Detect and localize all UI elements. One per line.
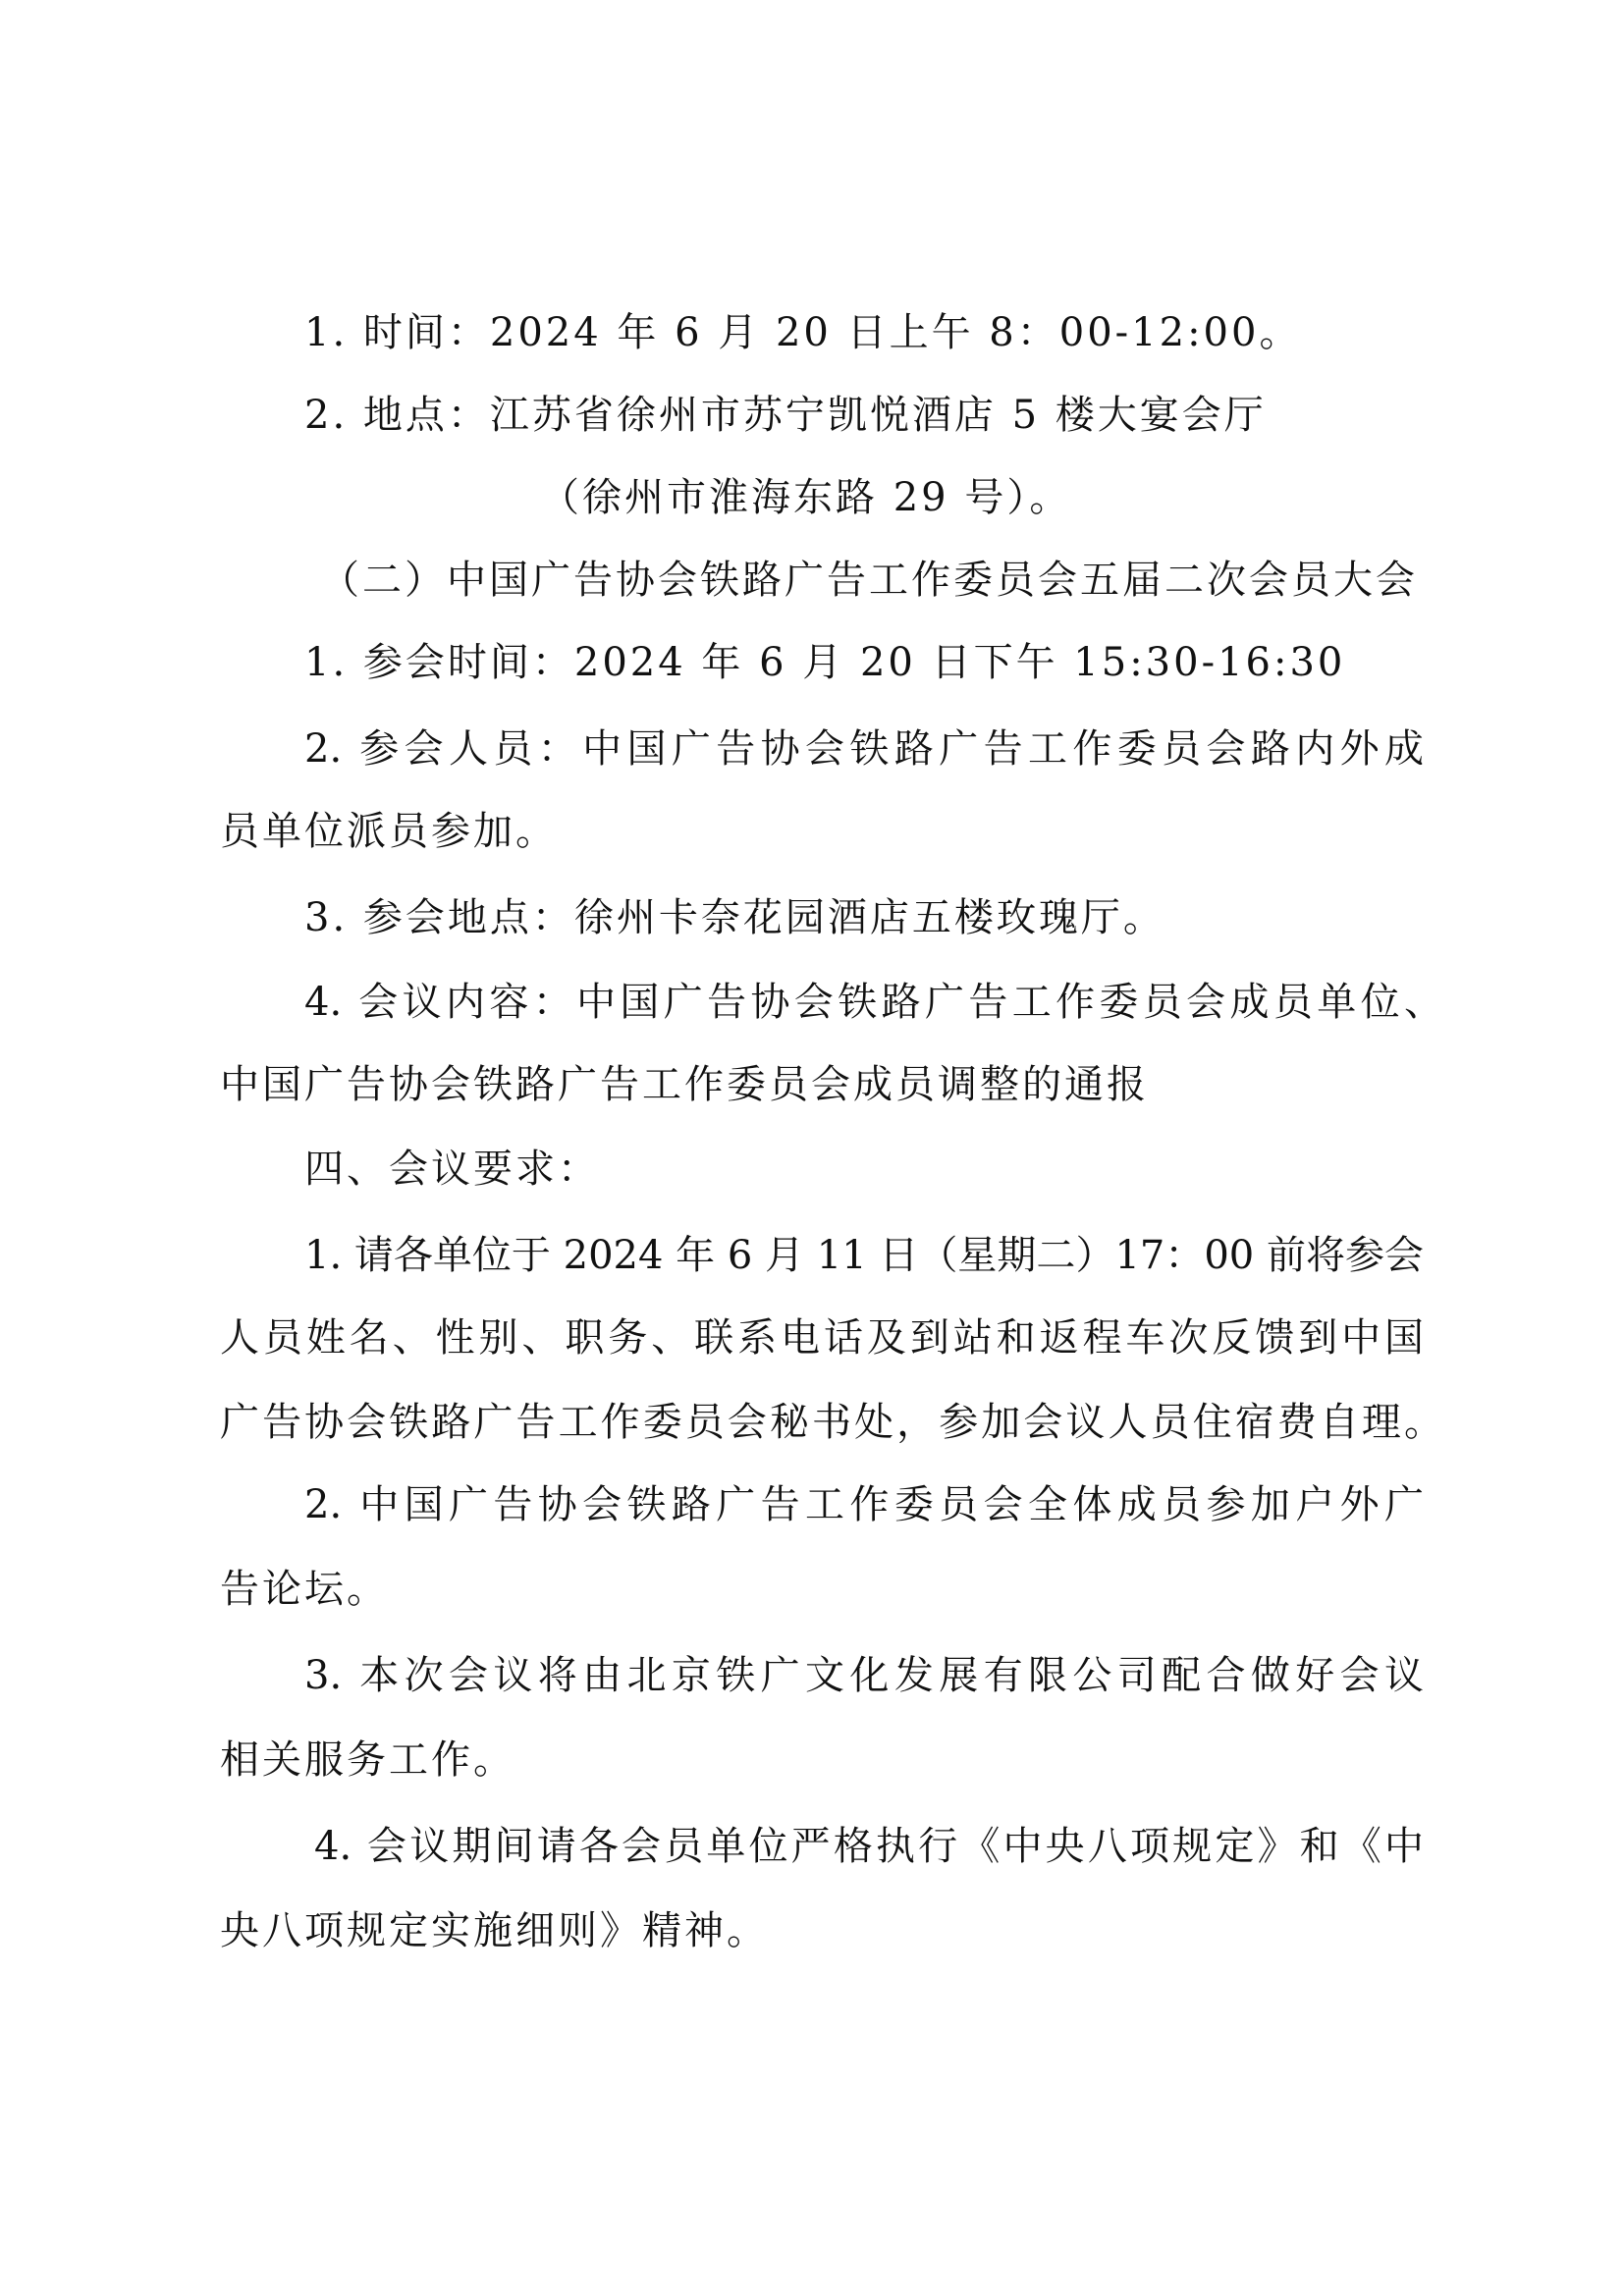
congress-time-line: 1. 参会时间：2024 年 6 月 20 日下午 15:30-16:30 [304, 640, 1346, 685]
congress-content-line: 4. 会议内容：中国广告协会铁路广告工作委员会成员单位、 [304, 980, 1443, 1025]
requirement-3-continuation: 相关服务工作。 [220, 1737, 515, 1783]
meeting-location-line: 2. 地点：江苏省徐州市苏宁凯悦酒店 5 楼大宴会厅 [304, 393, 1267, 438]
section-heading-member-congress: （二）中国广告协会铁路广告工作委员会五届二次会员大会 [320, 558, 1418, 603]
requirement-4-line: 4. 会议期间请各会员单位严格执行《中央八项规定》和《中 [314, 1824, 1424, 1869]
requirement-2-continuation: 告论坛。 [220, 1567, 389, 1612]
meeting-time-line: 1. 时间：2024 年 6 月 20 日上午 8：00-12:00。 [304, 310, 1302, 355]
requirement-4-continuation: 央八项规定实施细则》精神。 [220, 1908, 769, 1953]
congress-location-line: 3. 参会地点：徐州卡奈花园酒店五楼玫瑰厅。 [304, 895, 1165, 940]
requirement-3-line: 3. 本次会议将由北京铁广文化发展有限公司配合做好会议 [304, 1653, 1424, 1698]
section-heading-requirements: 四、会议要求： [304, 1147, 600, 1192]
requirement-1-continuation-b: 广告协会铁路广告工作委员会秘书处，参加会议人员住宿费自理。 [220, 1400, 1443, 1445]
congress-content-continuation: 中国广告协会铁路广告工作委员会成员调整的通报 [220, 1062, 1149, 1107]
meeting-address-line: （徐州市淮海东路 29 号）。 [540, 475, 1072, 520]
congress-attendees-line: 2. 参会人员：中国广告协会铁路广告工作委员会路内外成 [304, 726, 1424, 772]
requirement-2-line: 2. 中国广告协会铁路广告工作委员会全体成员参加户外广 [304, 1482, 1424, 1527]
requirement-1-continuation-a: 人员姓名、性别、职务、联系电话及到站和返程车次反馈到中国 [220, 1315, 1424, 1361]
requirement-1-line: 1. 请各单位于 2024 年 6 月 11 日（星期二）17：00 前将参会 [304, 1233, 1424, 1278]
congress-attendees-continuation: 员单位派员参加。 [220, 809, 558, 854]
